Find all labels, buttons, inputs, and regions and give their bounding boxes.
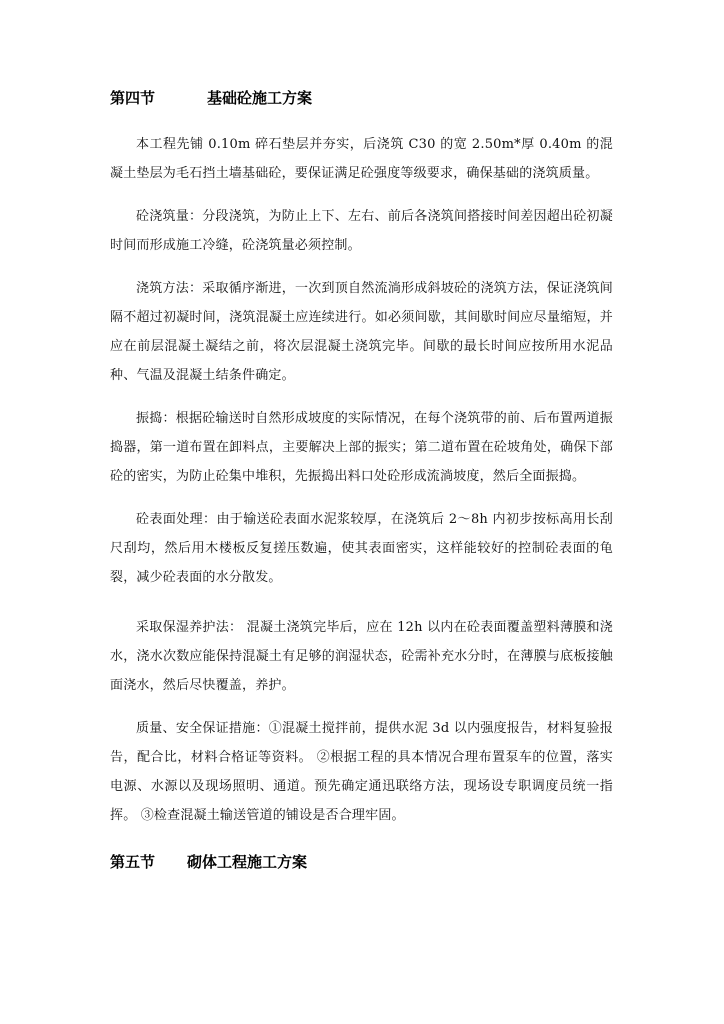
section-number: 第四节	[110, 89, 156, 107]
section-heading-4	[110, 88, 312, 108]
section-title: 砌体工程施工方案	[187, 853, 308, 871]
section-title: 基础砼施工方案	[207, 89, 313, 107]
paragraph-pour-volume: 砼浇筑量：分段浇筑，为防止上下、左右、前后各浇筑间搭接时间差因超出砼初凝时间而形成施工冷缝，砼浇筑量必须控制。	[110, 209, 613, 253]
paragraph-curing: 采取保湿养护法： 混凝土浇筑完毕后，应在 12h 以内在砼表面覆盖塑料薄膜和浇水，浇水次数应能保持混凝土有足够的润湿状态，砼需补充水分时，在薄膜与底板接触面浇水，然后尽快覆盖，养护。	[110, 620, 613, 693]
paragraph-vibration: 振捣：根据砼输送时自然形成坡度的实际情况，在每个浇筑带的前、后布置两道振捣器，第一道布置在卸料点，主要解决上部的振实；第二道布置在砼坡角处，确保下部砼的密实，为防止砼集中堆积，先振捣出料口处砼形成流淌坡度，然后全面振捣。	[110, 411, 613, 484]
paragraph-pour-method: 浇筑方法：采取循序渐进，一次到顶自然流淌形成斜坡砼的浇筑方法，保证浇筑间隔不超过初凝时间，浇筑混凝土应连续进行。如必须间歇，其间歇时间应尽量缩短，并应在前层混凝土凝结之前，将次层混凝土浇筑完毕。间歇的最长时间应按所用水泥品种、气温及混凝土结条件确定。	[110, 281, 613, 383]
paragraph-quality-safety: 质量、安全保证措施：①混凝土搅拌前，提供水泥 3d 以内强度报告，材料复验报告，配合比，材料合格证等资料。 ②根据工程的具本情况合理布置泵车的位置，落实电源、水源以及现场照明、通道。预先确定通迅联络方法，现场设专职调度员统一指挥。 ③检查混凝土输送管道的铺设是否合理牢固。	[110, 721, 613, 823]
section-heading-5	[110, 852, 307, 872]
paragraph-surface-treatment: 砼表面处理：由于输送砼表面水泥浆较厚，在浇筑后 2～8h 内初步按标高用长刮尺刮均，然后用木楼板反复搓压数遍，使其表面密实，这样能较好的控制砼表面的龟裂，减少砼表面的水分散发。	[110, 512, 613, 585]
paragraph-foundation-intro: 本工程先铺 0.10m 碎石垫层并夯实，后浇筑 C30 的宽 2.50m*厚 0.40m 的混凝土垫层为毛石挡土墙基础砼，要保证满足砼强度等级要求，确保基础的浇筑质量。	[110, 137, 613, 181]
section-number: 第五节	[110, 853, 156, 871]
